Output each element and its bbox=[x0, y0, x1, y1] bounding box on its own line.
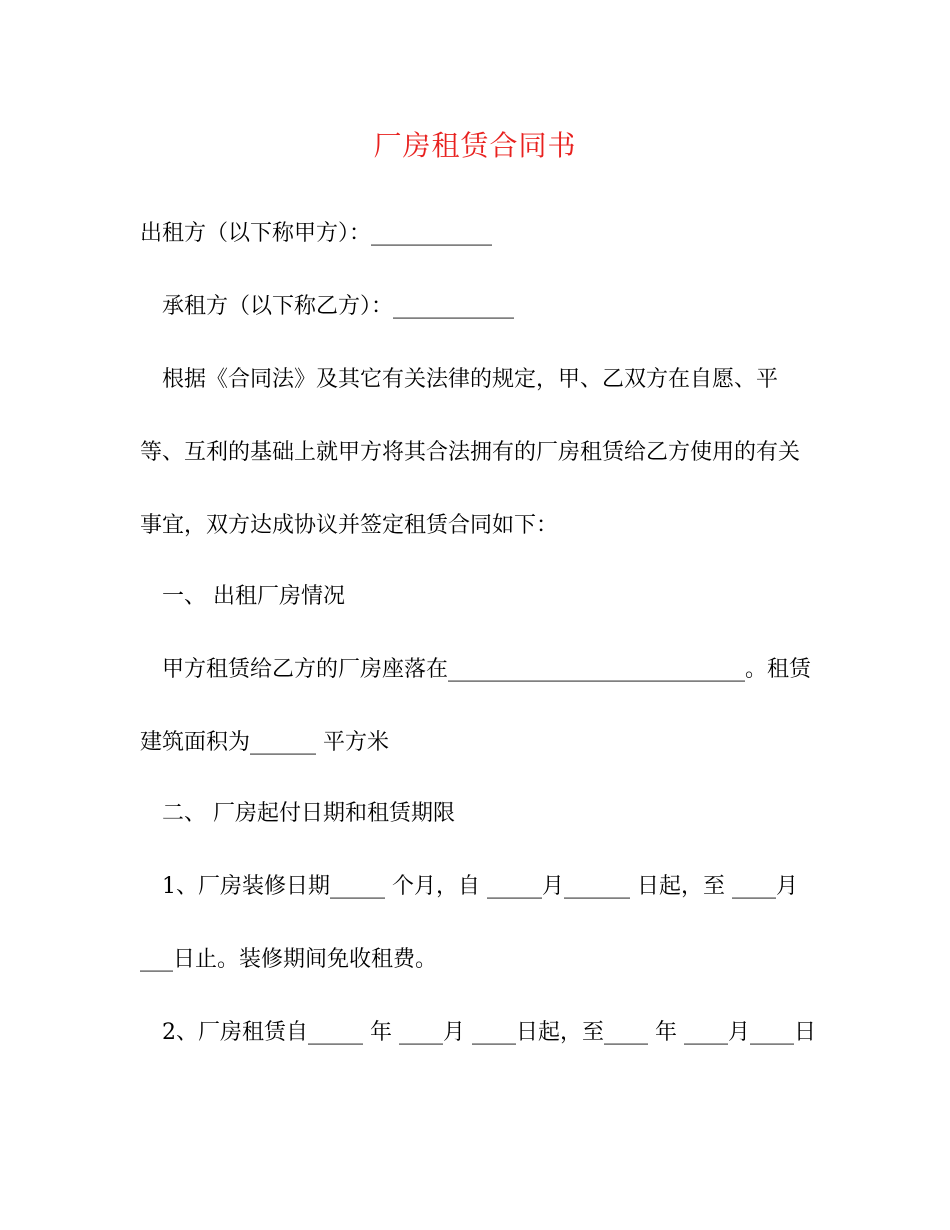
section-1-heading: 一、 出租厂房情况 bbox=[162, 584, 345, 609]
clause-1-line-1: 1、厂房装修日期_____ 个月，自 _____月______ 日起，至 ____月 bbox=[162, 874, 798, 899]
lessor-line: 出租方（以下称甲方）：___________ bbox=[140, 221, 493, 246]
preamble-line-3: 事宜，双方达成协议并签定租赁合同如下： bbox=[140, 513, 559, 538]
section-2-heading: 二、 厂房起付日期和租赁期限 bbox=[162, 801, 455, 826]
preamble-line-1: 根据《合同法》及其它有关法律的规定，甲、乙双方在自愿、平 bbox=[162, 367, 779, 392]
document-title: 厂房租赁合同书 bbox=[373, 129, 577, 162]
clause-1-line-2: ___日止。装修期间免收租费。 bbox=[140, 947, 438, 972]
location-line: 甲方租赁给乙方的厂房座落在___________________________。租赁 bbox=[162, 657, 812, 682]
lessee-line: 承租方（以下称乙方）：___________ bbox=[162, 294, 515, 319]
area-line: 建筑面积为______ 平方米 bbox=[140, 730, 389, 755]
clause-2-line-1: 2、厂房租赁自_____ 年 ____月 ____日起，至____ 年 ____月____日 bbox=[162, 1020, 816, 1045]
preamble-line-2: 等、互利的基础上就甲方将其合法拥有的厂房租赁给乙方使用的有关 bbox=[140, 440, 801, 465]
